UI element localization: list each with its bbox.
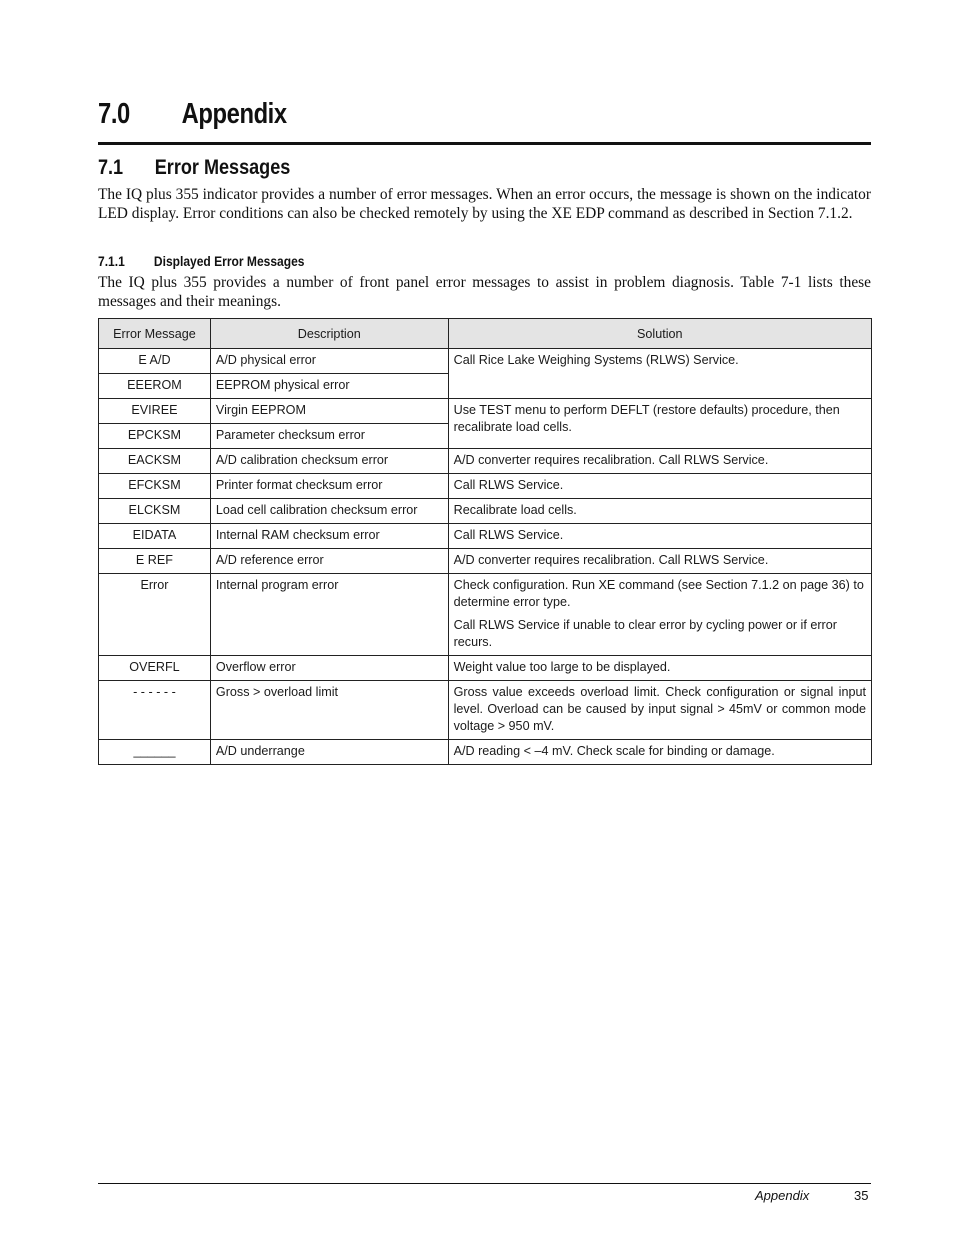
description-cell: A/D reference error bbox=[210, 549, 448, 574]
description-cell: A/D underrange bbox=[210, 740, 448, 765]
subsection-paragraph: The IQ plus 355 provides a number of front panel error messages to assist in problem diagnosis. Table 7-1 lists these messages and their meanings. bbox=[98, 274, 871, 310]
subsection-heading bbox=[98, 253, 304, 269]
table-header-row bbox=[99, 319, 872, 349]
column-header-solution: Solution bbox=[448, 319, 871, 349]
solution-cell: Call RLWS Service. bbox=[448, 474, 871, 499]
error-code-cell: EEEROM bbox=[99, 374, 211, 399]
description-cell: EEPROM physical error bbox=[210, 374, 448, 399]
solution-cell: Recalibrate load cells. bbox=[448, 499, 871, 524]
intro-paragraph: The IQ plus 355 indicator provides a number of error messages. When an error occurs, the message is shown on the indicator LED display. Error conditions can also be checked remotely by using the XE EDP command as described in Section 7.1.2. bbox=[98, 186, 871, 222]
error-code-cell: EIDATA bbox=[99, 524, 211, 549]
section-number: 7.1 bbox=[98, 156, 124, 179]
subsection-number: 7.1.1 bbox=[98, 253, 125, 269]
table-row bbox=[99, 549, 872, 574]
description-cell: Overflow error bbox=[210, 656, 448, 681]
error-code-cell: OVERFL bbox=[99, 656, 211, 681]
description-cell: A/D calibration checksum error bbox=[210, 449, 448, 474]
section-title: Error Messages bbox=[154, 156, 291, 179]
page-number: 35 bbox=[854, 1188, 869, 1203]
table-row bbox=[99, 681, 872, 740]
table-row bbox=[99, 740, 872, 765]
error-code-cell: Error bbox=[99, 574, 211, 656]
error-code-cell: EVIREE bbox=[99, 399, 211, 424]
error-code-cell: - - - - - - bbox=[99, 681, 211, 740]
solution-cell: Call RLWS Service. bbox=[448, 524, 871, 549]
subsection-title: Displayed Error Messages bbox=[153, 253, 305, 269]
table-row bbox=[99, 349, 872, 374]
chapter-number: 7.0 bbox=[98, 98, 130, 130]
description-cell: Printer format checksum error bbox=[210, 474, 448, 499]
solution-cell: Call Rice Lake Weighing Systems (RLWS) Service. bbox=[448, 349, 871, 399]
table-row bbox=[99, 399, 872, 424]
solution-text-secondary: Call RLWS Service if unable to clear error by cycling power or if error recurs. bbox=[453, 618, 837, 649]
description-cell: Load cell calibration checksum error bbox=[210, 499, 448, 524]
solution-cell: Weight value too large to be displayed. bbox=[448, 656, 871, 681]
error-code-cell: EPCKSM bbox=[99, 424, 211, 449]
table-row bbox=[99, 656, 872, 681]
error-code-cell: E REF bbox=[99, 549, 211, 574]
footer-label: Appendix bbox=[755, 1188, 810, 1203]
solution-text: Check configuration. Run XE command (see Section 7.1.2 on page 36) to determine error type. bbox=[453, 578, 864, 609]
column-header-error-message: Error Message bbox=[99, 319, 211, 349]
error-messages-table bbox=[98, 318, 872, 765]
table-row bbox=[99, 524, 872, 549]
description-cell: Parameter checksum error bbox=[210, 424, 448, 449]
description-cell: A/D physical error bbox=[210, 349, 448, 374]
section-heading bbox=[98, 156, 290, 180]
error-code-cell: E A/D bbox=[99, 349, 211, 374]
solution-cell bbox=[448, 574, 871, 656]
chapter-rule bbox=[98, 142, 871, 145]
description-cell: Internal RAM checksum error bbox=[210, 524, 448, 549]
chapter-title: Appendix bbox=[181, 98, 287, 130]
solution-cell: Gross value exceeds overload limit. Check configuration or signal input level. Overload can be caused by input signal > 45mV or common mode voltage > 950 mV. bbox=[448, 681, 871, 740]
table-row bbox=[99, 474, 872, 499]
solution-cell: A/D converter requires recalibration. Call RLWS Service. bbox=[448, 449, 871, 474]
table-row bbox=[99, 499, 872, 524]
solution-cell: Use TEST menu to perform DEFLT (restore defaults) procedure, then recalibrate load cells. bbox=[448, 399, 871, 449]
description-cell: Virgin EEPROM bbox=[210, 399, 448, 424]
description-cell: Gross > overload limit bbox=[210, 681, 448, 740]
solution-cell: A/D reading < –4 mV. Check scale for binding or damage. bbox=[448, 740, 871, 765]
description-cell: Internal program error bbox=[210, 574, 448, 656]
solution-cell: A/D converter requires recalibration. Call RLWS Service. bbox=[448, 549, 871, 574]
error-code-cell: EACKSM bbox=[99, 449, 211, 474]
error-code-cell: ______ bbox=[99, 740, 211, 765]
table-row bbox=[99, 574, 872, 656]
error-code-cell: ELCKSM bbox=[99, 499, 211, 524]
table-row bbox=[99, 449, 872, 474]
footer-rule bbox=[98, 1183, 871, 1184]
error-code-cell: EFCKSM bbox=[99, 474, 211, 499]
column-header-description: Description bbox=[210, 319, 448, 349]
chapter-heading bbox=[98, 98, 732, 131]
